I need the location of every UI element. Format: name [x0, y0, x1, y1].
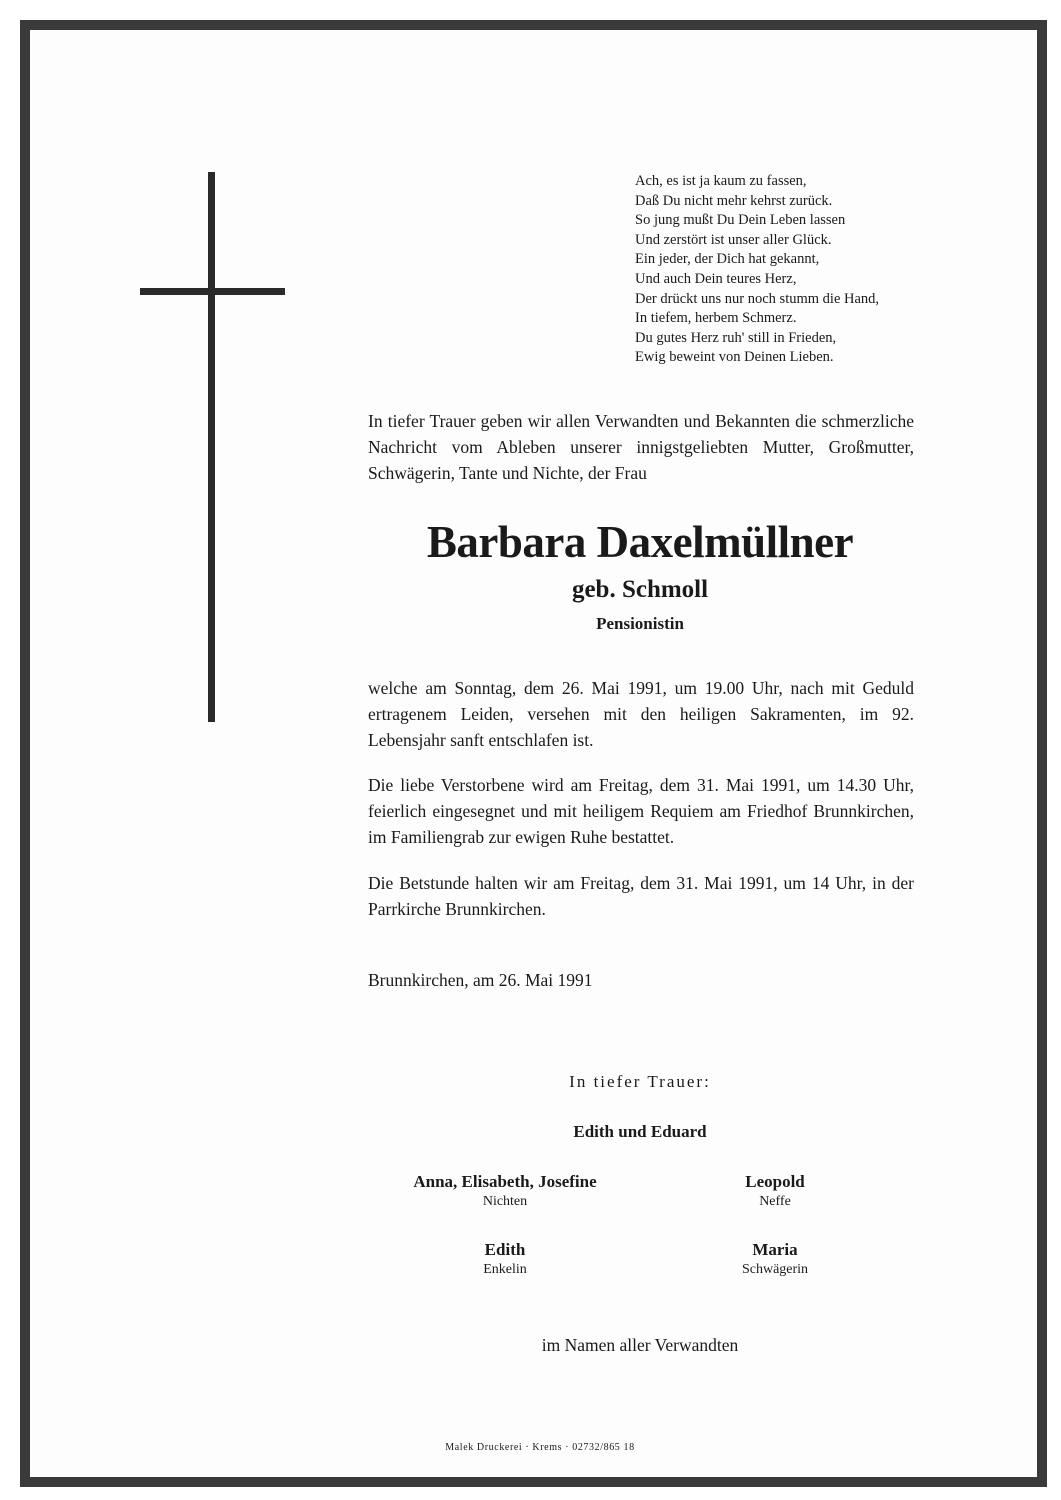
- poem-line: Du gutes Herz ruh' still in Frieden,: [635, 329, 837, 346]
- funeral-text: Die liebe Verstorbene wird am Freitag, dem 31. Mai 1991, um 14.30 Uhr, feierlich eingesegnet und mit heiligem Requiem am Friedhof Brunnkirchen, im Familiengrab zur ewigen Ruhe bestattet.: [368, 775, 914, 847]
- mourner-group: [490, 1122, 790, 1142]
- cross-icon-bar: [140, 288, 285, 295]
- mourner-name: Leopold: [745, 1172, 805, 1191]
- mourner-group: [700, 1240, 850, 1278]
- poem: [635, 172, 955, 368]
- poem-line: Und auch Dein teures Herz,: [635, 270, 797, 287]
- occupation: Pensionistin: [596, 614, 684, 633]
- mourner-name: Anna, Elisabeth, Josefine: [413, 1172, 597, 1191]
- poem-line: Ach, es ist ja kaum zu fassen,: [635, 173, 807, 189]
- deceased-name: Barbara Daxelmüllner: [426, 517, 854, 567]
- cross-icon: [208, 172, 215, 722]
- mourner-group: [370, 1172, 640, 1210]
- poem-line: Der drückt uns nur noch stumm die Hand,: [635, 290, 880, 307]
- mourner-name: Edith und Eduard: [573, 1122, 707, 1141]
- mourner-relation: Nichten: [482, 1194, 528, 1209]
- printer-imprint: Malek Druckerei · Krems · 02732/865 18: [445, 1442, 635, 1453]
- mourner-relation: Schwägerin: [741, 1262, 809, 1277]
- mourner-group: [680, 1172, 870, 1210]
- poem-line: Ein jeder, der Dich hat gekannt,: [635, 251, 820, 268]
- death-text: welche am Sonntag, dem 26. Mai 1991, um 19.00 Uhr, nach mit Geduld ertragenem Leiden, versehen mit den heiligen Sakramenten, im 92. Lebensjahr sanft entschlafen ist.: [368, 678, 914, 750]
- poem-line: Ewig beweint von Deinen Lieben.: [635, 349, 834, 366]
- mourner-relation: Enkelin: [483, 1262, 527, 1277]
- mourner-relation: Neffe: [759, 1194, 791, 1209]
- poem-line: So jung mußt Du Dein Leben lassen: [635, 212, 846, 229]
- poem-line: In tiefem, herbem Schmerz.: [635, 310, 797, 327]
- mourner-name: Maria: [752, 1240, 798, 1259]
- poem-line: Und zerstört ist unser aller Glück.: [635, 231, 832, 248]
- birth-name: geb. Schmoll: [571, 576, 709, 603]
- prayer-text: Die Betstunde halten wir am Freitag, dem 31. Mai 1991, um 14 Uhr, in der Parrkirche Brunnkirchen.: [368, 873, 914, 919]
- closing-text: im Namen aller Verwandten: [541, 1335, 739, 1355]
- announcement-text: In tiefer Trauer geben wir allen Verwandten und Bekannten die schmerzliche Nachricht vom Ableben unserer innigstgeliebten Mutter, Großmutter, Schwägerin, Tante und Nichte, der Frau: [368, 411, 914, 483]
- mourning-heading: In tiefer Trauer:: [569, 1072, 711, 1091]
- poem-line: Daß Du nicht mehr kehrst zurück.: [635, 192, 833, 209]
- mourner-group: [430, 1240, 580, 1278]
- place-date: Brunnkirchen, am 26. Mai 1991: [368, 970, 593, 990]
- mourner-name: Edith: [484, 1240, 526, 1259]
